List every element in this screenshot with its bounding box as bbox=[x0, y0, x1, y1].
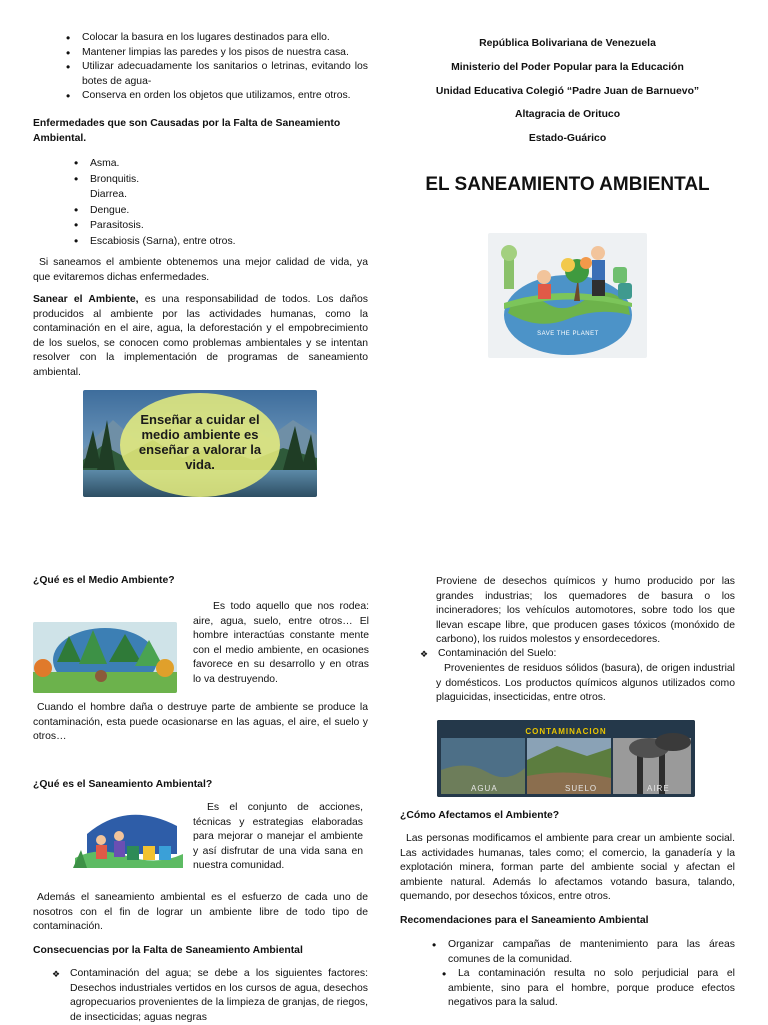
soil-text: Provenientes de residuos sólidos (basura), de origen industrial y domésticos. Los productos químicos algunos utilizados como plaguicidas, insecticidas, entre otros. bbox=[436, 663, 735, 704]
list-item: ❖ Contaminación del Suelo: bbox=[420, 647, 735, 662]
institution-header bbox=[400, 32, 735, 151]
sanear-bold: Sanear el Ambiente, bbox=[33, 294, 139, 305]
contaminacion-text: Cuando el hombre daña o destruye parte de ambiente se produce la contaminación, esta puede ocasionarse en las aguas, el aire, el suelo y otros… bbox=[33, 702, 368, 743]
forest-image bbox=[33, 622, 177, 693]
diseases-list bbox=[72, 156, 352, 249]
recommendations-heading: Recomendaciones para el Saneamiento Ambiental bbox=[400, 915, 649, 926]
question-saneamiento: ¿Qué es el Saneamiento Ambiental? bbox=[33, 779, 213, 790]
list-item: • Escabiosis (Sarna), entre otros. bbox=[72, 234, 352, 250]
consequences-list bbox=[52, 967, 368, 1025]
forest-illustration bbox=[33, 622, 177, 693]
banner-text: Enseñar a cuidar el medio ambiente es enseñar a valorar la vida. bbox=[138, 412, 262, 472]
header-line: Estado-Guárico bbox=[528, 133, 607, 145]
list-item: • Organizar campañas de mantenimiento para las áreas comunes de la comunidad. bbox=[430, 938, 735, 967]
banner-image bbox=[83, 390, 317, 497]
air-text: Proviene de desechos químicos y humo producido por las grandes industrias; los quemadores de basura o los incineradores; los vehículos automotores, sobre todo los que llevan escape libre, que producen gases tóxicos (monóxido de carbono), los ruidos molestos y ensordecedores. bbox=[436, 576, 735, 646]
question-afectamos: ¿Cómo Afectamos el Ambiente? bbox=[400, 810, 560, 821]
header-line: Ministerio del Poder Popular para la Educación bbox=[451, 61, 684, 73]
question-medio-ambiente: ¿Qué es el Medio Ambiente? bbox=[33, 575, 175, 586]
list-item: • Bronquitis. bbox=[72, 172, 352, 188]
list-item: ❖ Contaminación del agua; se debe a los siguientes factores: Desechos industriales vertidos en los cursos de agua, desechos agropecuarios provenientes de la limpieza de granjas, de riegos, de insecticidas; aguas negras bbox=[52, 967, 368, 1025]
diseases-heading: Enfermedades que son Causadas por la Falta de Saneamiento Ambiental. bbox=[33, 118, 341, 144]
benefit-paragraph: Si saneamos el ambiente obtenemos una mejor calidad de vida, ya que evitaremos dichas enfermedades. bbox=[33, 257, 368, 283]
list-item: • Mantener limpias las paredes y los pisos de nuestra casa. bbox=[64, 46, 368, 61]
soil-list bbox=[420, 647, 735, 662]
header-line: Altagracia de Orituco bbox=[514, 109, 621, 121]
consequences-heading: Consecuencias por la Falta de Saneamiento Ambiental bbox=[33, 945, 303, 956]
list-item: • Parasitosis. bbox=[72, 218, 352, 234]
header-line: República Bolivariana de Venezuela bbox=[479, 38, 656, 49]
contamination-image bbox=[437, 720, 695, 797]
contamination-label-water: AGUA bbox=[471, 784, 498, 794]
list-item: • Colocar la basura en los lugares destinados para ello. bbox=[64, 31, 368, 46]
list-item: • Dengue. bbox=[72, 203, 352, 219]
recommendations-list bbox=[430, 938, 735, 1011]
contamination-label-air: AIRE bbox=[647, 784, 670, 794]
globe-caption: SAVE THE PLANET bbox=[537, 331, 599, 337]
header-line: Unidad Educativa Colegió “Padre Juan de Barnuevo” bbox=[435, 85, 700, 97]
list-item: • Asma. bbox=[72, 156, 352, 172]
list-item: Diarrea. bbox=[90, 189, 127, 200]
page-title: EL SANEAMIENTO AMBIENTAL bbox=[425, 174, 710, 195]
sanear-paragraph bbox=[33, 293, 368, 381]
globe-kids-illustration bbox=[488, 233, 647, 358]
medio-ambiente-text: Es todo aquello que nos rodea: aire, agua, suelo, entre otros… El hombre interactúas constante mente con el medio ambiente, en ocasiones favorece en su desarrollo y en otras lo va destruyendo. bbox=[193, 601, 369, 685]
list-item: • Conserva en orden los objetos que utilizamos, entre otros. bbox=[64, 89, 368, 104]
contamination-label-soil: SUELO bbox=[565, 784, 598, 794]
afectamos-text: Las personas modificamos el ambiente para crear un ambiente social. Las actividades humanas, tales como; el comercio, la ganadería y la explotación minera, forman parte del ambiente social y afectan el ambiente natural. Además lo afectamos votando basura, talando, quemando, por desechos tóxicos, entre otros. bbox=[400, 833, 735, 903]
globe-image bbox=[488, 233, 647, 358]
hygiene-list bbox=[64, 31, 368, 104]
recycling-image bbox=[67, 806, 186, 878]
esfuerzo-text: Además el saneamiento ambiental es el esfuerzo de cada uno de nosotros con el fin de lograr un ambiente libre de todo tipo de contaminación. bbox=[33, 892, 368, 933]
recycling-illustration bbox=[67, 806, 186, 878]
sanear-rest: es una responsabilidad de todos. Los daños producidos al ambiente por las actividades humanas, como la contaminación en el aire, agua, la deforestación y el empobrecimiento de los suelos, se conocen como problemas ambientales y se intentan resolver con la implementación de programas de saneamiento ambiental. bbox=[33, 294, 368, 378]
contamination-title: CONTAMINACION bbox=[525, 727, 607, 736]
list-item: • La contaminación resulta no solo perjudicial para el ambiente, sino para el hombre, porque produce efectos negativos para la salud. bbox=[430, 967, 735, 1011]
list-item: • Utilizar adecuadamente los sanitarios o letrinas, evitando los botes de agua- bbox=[64, 60, 368, 89]
saneamiento-text: Es el conjunto de acciones, técnicas y estrategias elaboradas para mejorar o manejar el ambiente y así disfrutar de una vida sana en nuestra comunidad. bbox=[193, 802, 363, 872]
